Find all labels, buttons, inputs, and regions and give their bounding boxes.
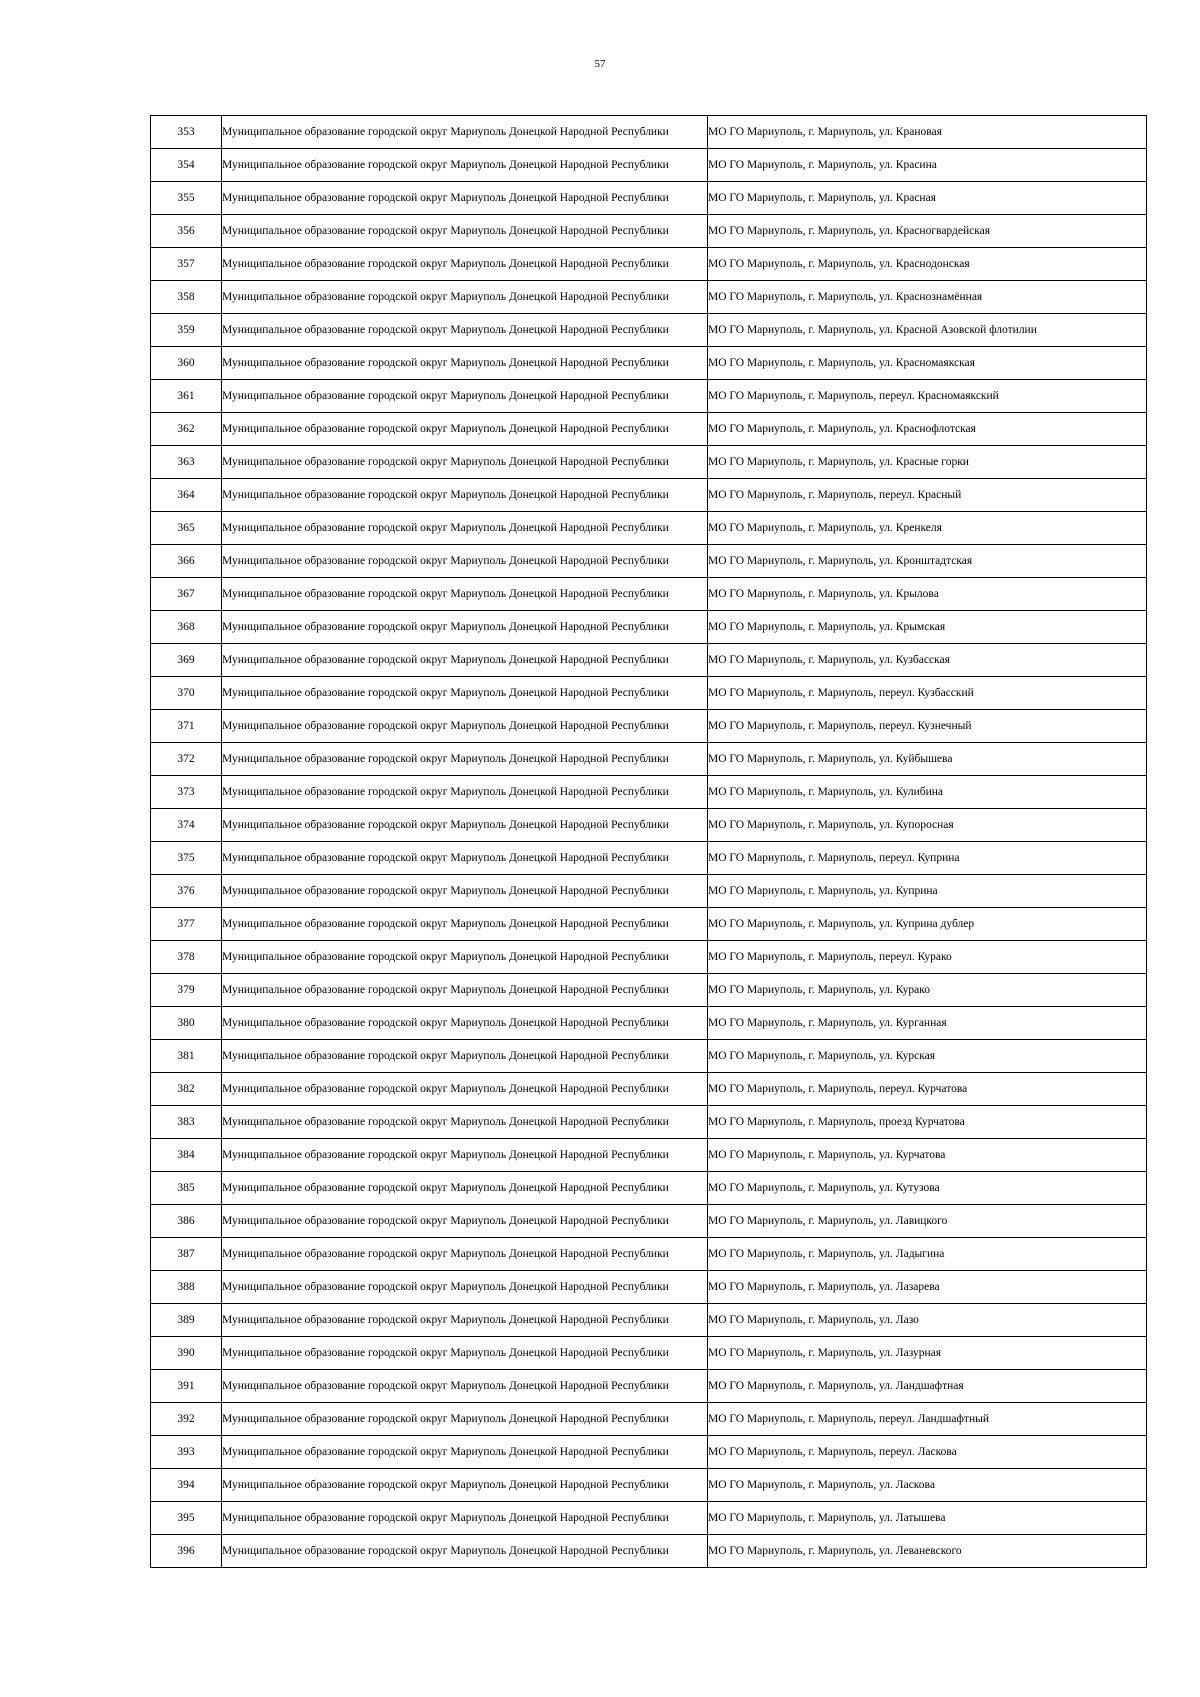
table-row bbox=[151, 380, 1147, 413]
owner-name-cell bbox=[222, 710, 708, 743]
table-row bbox=[151, 116, 1147, 149]
row-number-cell: 355 bbox=[151, 182, 222, 215]
owner-name-text: Муниципальное образование городской округ Мариуполь Донецкой Народной Республики bbox=[222, 356, 669, 369]
owner-name-text: Муниципальное образование городской округ Мариуполь Донецкой Народной Республики bbox=[222, 1214, 669, 1227]
owner-name-text: Муниципальное образование городской округ Мариуполь Донецкой Народной Республики bbox=[222, 422, 669, 435]
row-number-cell: 373 bbox=[151, 776, 222, 809]
owner-name-text: Муниципальное образование городской округ Мариуполь Донецкой Народной Республики bbox=[222, 587, 669, 600]
owner-name-cell bbox=[222, 149, 708, 182]
address-cell: МО ГО Мариуполь, г. Мариуполь, переул. Курчатова bbox=[708, 1073, 1147, 1106]
owner-name-cell bbox=[222, 116, 708, 149]
owner-name-text: Муниципальное образование городской округ Мариуполь Донецкой Народной Республики bbox=[222, 1247, 669, 1260]
owner-name-cell bbox=[222, 1139, 708, 1172]
row-number-cell: 396 bbox=[151, 1535, 222, 1568]
owner-name-cell bbox=[222, 842, 708, 875]
owner-name-text: Муниципальное образование городской округ Мариуполь Донецкой Народной Республики bbox=[222, 1412, 669, 1425]
owner-name-cell bbox=[222, 875, 708, 908]
address-cell: МО ГО Мариуполь, г. Мариуполь, ул. Куприна bbox=[708, 875, 1147, 908]
row-number-cell: 389 bbox=[151, 1304, 222, 1337]
table-row bbox=[151, 1370, 1147, 1403]
table-row bbox=[151, 281, 1147, 314]
address-cell: МО ГО Мариуполь, г. Мариуполь, переул. Кузнечный bbox=[708, 710, 1147, 743]
owner-name-text: Муниципальное образование городской округ Мариуполь Донецкой Народной Республики bbox=[222, 719, 669, 732]
row-number-cell: 362 bbox=[151, 413, 222, 446]
owner-name-cell bbox=[222, 281, 708, 314]
address-cell: МО ГО Мариуполь, г. Мариуполь, ул. Курако bbox=[708, 974, 1147, 1007]
row-number-cell: 368 bbox=[151, 611, 222, 644]
owner-name-cell bbox=[222, 1238, 708, 1271]
owner-name-text: Муниципальное образование городской округ Мариуполь Донецкой Народной Республики bbox=[222, 1445, 669, 1458]
row-number-cell: 380 bbox=[151, 1007, 222, 1040]
address-cell: МО ГО Мариуполь, г. Мариуполь, переул. Ландшафтный bbox=[708, 1403, 1147, 1436]
owner-name-cell bbox=[222, 479, 708, 512]
owner-name-text: Муниципальное образование городской округ Мариуполь Донецкой Народной Республики bbox=[222, 1115, 669, 1128]
table-row bbox=[151, 182, 1147, 215]
owner-name-text: Муниципальное образование городской округ Мариуполь Донецкой Народной Республики bbox=[222, 158, 669, 171]
row-number-cell: 388 bbox=[151, 1271, 222, 1304]
table-row bbox=[151, 974, 1147, 1007]
address-cell: МО ГО Мариуполь, г. Мариуполь, ул. Красина bbox=[708, 149, 1147, 182]
row-number-cell: 358 bbox=[151, 281, 222, 314]
owner-name-cell bbox=[222, 1106, 708, 1139]
table-row bbox=[151, 1469, 1147, 1502]
table-row bbox=[151, 842, 1147, 875]
address-cell: МО ГО Мариуполь, г. Мариуполь, ул. Кренкеля bbox=[708, 512, 1147, 545]
table-row bbox=[151, 479, 1147, 512]
owner-name-cell bbox=[222, 1436, 708, 1469]
owner-name-cell bbox=[222, 1535, 708, 1568]
owner-name-cell bbox=[222, 1040, 708, 1073]
owner-name-text: Муниципальное образование городской округ Мариуполь Донецкой Народной Республики bbox=[222, 983, 669, 996]
row-number-cell: 387 bbox=[151, 1238, 222, 1271]
row-number-cell: 383 bbox=[151, 1106, 222, 1139]
address-cell: МО ГО Мариуполь, г. Мариуполь, переул. Красномаякский bbox=[708, 380, 1147, 413]
owner-name-text: Муниципальное образование городской округ Мариуполь Донецкой Народной Республики bbox=[222, 1280, 669, 1293]
owner-name-cell bbox=[222, 380, 708, 413]
row-number-cell: 360 bbox=[151, 347, 222, 380]
row-number-cell: 385 bbox=[151, 1172, 222, 1205]
row-number-cell: 370 bbox=[151, 677, 222, 710]
owner-name-cell bbox=[222, 1205, 708, 1238]
owner-name-cell bbox=[222, 413, 708, 446]
owner-name-text: Муниципальное образование городской округ Мариуполь Донецкой Народной Республики bbox=[222, 818, 669, 831]
owner-name-cell bbox=[222, 743, 708, 776]
table-row bbox=[151, 1205, 1147, 1238]
table-row bbox=[151, 248, 1147, 281]
table-row bbox=[151, 1073, 1147, 1106]
table-row bbox=[151, 743, 1147, 776]
owner-name-cell bbox=[222, 908, 708, 941]
owner-name-text: Муниципальное образование городской округ Мариуполь Донецкой Народной Республики bbox=[222, 884, 669, 897]
row-number-cell: 367 bbox=[151, 578, 222, 611]
owner-name-text: Муниципальное образование городской округ Мариуполь Донецкой Народной Республики bbox=[222, 1016, 669, 1029]
table-row bbox=[151, 1304, 1147, 1337]
table-row bbox=[151, 1106, 1147, 1139]
owner-name-cell bbox=[222, 677, 708, 710]
owner-name-cell bbox=[222, 1469, 708, 1502]
row-number-cell: 361 bbox=[151, 380, 222, 413]
table-row bbox=[151, 776, 1147, 809]
owner-name-text: Муниципальное образование городской округ Мариуполь Донецкой Народной Республики bbox=[222, 1511, 669, 1524]
row-number-cell: 356 bbox=[151, 215, 222, 248]
address-cell: МО ГО Мариуполь, г. Мариуполь, ул. Краснодонская bbox=[708, 248, 1147, 281]
owner-name-cell bbox=[222, 1073, 708, 1106]
row-number-cell: 372 bbox=[151, 743, 222, 776]
row-number-cell: 353 bbox=[151, 116, 222, 149]
address-cell: МО ГО Мариуполь, г. Мариуполь, ул. Куприна дублер bbox=[708, 908, 1147, 941]
row-number-cell: 376 bbox=[151, 875, 222, 908]
owner-name-cell bbox=[222, 182, 708, 215]
owner-name-text: Муниципальное образование городской округ Мариуполь Донецкой Народной Республики bbox=[222, 1544, 669, 1557]
address-cell: МО ГО Мариуполь, г. Мариуполь, ул. Крылова bbox=[708, 578, 1147, 611]
address-cell: МО ГО Мариуполь, г. Мариуполь, ул. Кутузова bbox=[708, 1172, 1147, 1205]
address-cell: МО ГО Мариуполь, г. Мариуполь, ул. Лазарева bbox=[708, 1271, 1147, 1304]
owner-name-text: Муниципальное образование городской округ Мариуполь Донецкой Народной Республики bbox=[222, 125, 669, 138]
table-row bbox=[151, 1436, 1147, 1469]
owner-name-cell bbox=[222, 611, 708, 644]
table-row bbox=[151, 215, 1147, 248]
table-row bbox=[151, 578, 1147, 611]
row-number-cell: 374 bbox=[151, 809, 222, 842]
row-number-cell: 366 bbox=[151, 545, 222, 578]
table-row bbox=[151, 677, 1147, 710]
owner-name-cell bbox=[222, 1502, 708, 1535]
owner-name-cell bbox=[222, 512, 708, 545]
address-cell: МО ГО Мариуполь, г. Мариуполь, переул. Кузбасский bbox=[708, 677, 1147, 710]
address-cell: МО ГО Мариуполь, г. Мариуполь, ул. Кузбасская bbox=[708, 644, 1147, 677]
owner-name-cell bbox=[222, 1271, 708, 1304]
address-cell: МО ГО Мариуполь, г. Мариуполь, ул. Купоросная bbox=[708, 809, 1147, 842]
address-cell: МО ГО Мариуполь, г. Мариуполь, ул. Кронштадтская bbox=[708, 545, 1147, 578]
owner-name-cell bbox=[222, 1403, 708, 1436]
owner-name-cell bbox=[222, 1370, 708, 1403]
table-row bbox=[151, 413, 1147, 446]
address-cell: МО ГО Мариуполь, г. Мариуполь, ул. Ладыгина bbox=[708, 1238, 1147, 1271]
owner-name-cell bbox=[222, 1172, 708, 1205]
row-number-cell: 378 bbox=[151, 941, 222, 974]
address-cell: МО ГО Мариуполь, г. Мариуполь, ул. Красные горки bbox=[708, 446, 1147, 479]
page-number: 57 bbox=[594, 58, 606, 70]
owner-name-text: Муниципальное образование городской округ Мариуполь Донецкой Народной Республики bbox=[222, 521, 669, 534]
address-cell: МО ГО Мариуполь, г. Мариуполь, ул. Лазо bbox=[708, 1304, 1147, 1337]
owner-name-text: Муниципальное образование городской округ Мариуполь Донецкой Народной Республики bbox=[222, 752, 669, 765]
address-cell: МО ГО Мариуполь, г. Мариуполь, переул. Ласкова bbox=[708, 1436, 1147, 1469]
row-number-cell: 393 bbox=[151, 1436, 222, 1469]
owner-name-text: Муниципальное образование городской округ Мариуполь Донецкой Народной Республики bbox=[222, 1082, 669, 1095]
address-cell: МО ГО Мариуполь, г. Мариуполь, ул. Лавицкого bbox=[708, 1205, 1147, 1238]
row-number-cell: 395 bbox=[151, 1502, 222, 1535]
owner-name-cell bbox=[222, 215, 708, 248]
owner-name-text: Муниципальное образование городской округ Мариуполь Донецкой Народной Республики bbox=[222, 290, 669, 303]
table-row bbox=[151, 1403, 1147, 1436]
address-cell: МО ГО Мариуполь, г. Мариуполь, ул. Красной Азовской флотилии bbox=[708, 314, 1147, 347]
owner-name-text: Муниципальное образование городской округ Мариуполь Донецкой Народной Республики bbox=[222, 620, 669, 633]
owner-name-text: Муниципальное образование городской округ Мариуполь Донецкой Народной Республики bbox=[222, 1478, 669, 1491]
address-cell: МО ГО Мариуполь, г. Мариуполь, ул. Крановая bbox=[708, 116, 1147, 149]
row-number-cell: 371 bbox=[151, 710, 222, 743]
owner-name-cell bbox=[222, 974, 708, 1007]
row-number-cell: 377 bbox=[151, 908, 222, 941]
owner-name-cell bbox=[222, 446, 708, 479]
table-row bbox=[151, 941, 1147, 974]
address-cell: МО ГО Мариуполь, г. Мариуполь, переул. Красный bbox=[708, 479, 1147, 512]
owner-name-cell bbox=[222, 1337, 708, 1370]
owner-name-text: Муниципальное образование городской округ Мариуполь Донецкой Народной Республики bbox=[222, 653, 669, 666]
owner-name-text: Муниципальное образование городской округ Мариуполь Донецкой Народной Республики bbox=[222, 389, 669, 402]
table-row bbox=[151, 1172, 1147, 1205]
address-cell: МО ГО Мариуполь, г. Мариуполь, ул. Курчатова bbox=[708, 1139, 1147, 1172]
table-row bbox=[151, 1040, 1147, 1073]
owner-name-cell bbox=[222, 644, 708, 677]
owner-name-text: Муниципальное образование городской округ Мариуполь Донецкой Народной Республики bbox=[222, 1181, 669, 1194]
address-cell: МО ГО Мариуполь, г. Мариуполь, ул. Ландшафтная bbox=[708, 1370, 1147, 1403]
table-row bbox=[151, 314, 1147, 347]
owner-name-cell bbox=[222, 776, 708, 809]
owner-name-text: Муниципальное образование городской округ Мариуполь Донецкой Народной Республики bbox=[222, 224, 669, 237]
owner-name-cell bbox=[222, 809, 708, 842]
row-number-cell: 382 bbox=[151, 1073, 222, 1106]
table-row bbox=[151, 1139, 1147, 1172]
address-cell: МО ГО Мариуполь, г. Мариуполь, ул. Ласкова bbox=[708, 1469, 1147, 1502]
row-number-cell: 365 bbox=[151, 512, 222, 545]
table-row bbox=[151, 644, 1147, 677]
row-number-cell: 381 bbox=[151, 1040, 222, 1073]
owner-name-text: Муниципальное образование городской округ Мариуполь Донецкой Народной Республики bbox=[222, 950, 669, 963]
owner-name-cell bbox=[222, 545, 708, 578]
row-number-cell: 375 bbox=[151, 842, 222, 875]
row-number-cell: 384 bbox=[151, 1139, 222, 1172]
address-cell: МО ГО Мариуполь, г. Мариуполь, проезд Курчатова bbox=[708, 1106, 1147, 1139]
owner-name-cell bbox=[222, 578, 708, 611]
address-cell: МО ГО Мариуполь, г. Мариуполь, ул. Кулибина bbox=[708, 776, 1147, 809]
owner-name-text: Муниципальное образование городской округ Мариуполь Донецкой Народной Республики bbox=[222, 917, 669, 930]
owner-name-text: Муниципальное образование городской округ Мариуполь Донецкой Народной Республики bbox=[222, 554, 669, 567]
row-number-cell: 369 bbox=[151, 644, 222, 677]
owner-name-cell bbox=[222, 314, 708, 347]
owner-name-text: Муниципальное образование городской округ Мариуполь Донецкой Народной Республики bbox=[222, 455, 669, 468]
row-number-cell: 363 bbox=[151, 446, 222, 479]
owner-name-text: Муниципальное образование городской округ Мариуполь Донецкой Народной Республики bbox=[222, 257, 669, 270]
table-row bbox=[151, 347, 1147, 380]
table-row bbox=[151, 875, 1147, 908]
owner-name-text: Муниципальное образование городской округ Мариуполь Донецкой Народной Республики bbox=[222, 1049, 669, 1062]
owner-name-cell bbox=[222, 347, 708, 380]
owner-name-cell bbox=[222, 941, 708, 974]
row-number-cell: 364 bbox=[151, 479, 222, 512]
address-cell: МО ГО Мариуполь, г. Мариуполь, ул. Курганная bbox=[708, 1007, 1147, 1040]
table-row bbox=[151, 1007, 1147, 1040]
address-cell: МО ГО Мариуполь, г. Мариуполь, ул. Краснофлотская bbox=[708, 413, 1147, 446]
owner-name-text: Муниципальное образование городской округ Мариуполь Донецкой Народной Республики bbox=[222, 785, 669, 798]
owner-name-text: Муниципальное образование городской округ Мариуполь Донецкой Народной Республики bbox=[222, 851, 669, 864]
address-cell: МО ГО Мариуполь, г. Мариуполь, ул. Краснознамённая bbox=[708, 281, 1147, 314]
row-number-cell: 359 bbox=[151, 314, 222, 347]
owner-name-text: Муниципальное образование городской округ Мариуполь Донецкой Народной Республики bbox=[222, 686, 669, 699]
address-cell: МО ГО Мариуполь, г. Мариуполь, переул. Курако bbox=[708, 941, 1147, 974]
owner-name-cell bbox=[222, 1007, 708, 1040]
address-cell: МО ГО Мариуполь, г. Мариуполь, ул. Лазурная bbox=[708, 1337, 1147, 1370]
row-number-cell: 394 bbox=[151, 1469, 222, 1502]
address-cell: МО ГО Мариуполь, г. Мариуполь, переул. Куприна bbox=[708, 842, 1147, 875]
owner-name-text: Муниципальное образование городской округ Мариуполь Донецкой Народной Республики bbox=[222, 1379, 669, 1392]
table-row bbox=[151, 545, 1147, 578]
owner-name-cell bbox=[222, 248, 708, 281]
address-cell: МО ГО Мариуполь, г. Мариуполь, ул. Курская bbox=[708, 1040, 1147, 1073]
row-number-cell: 357 bbox=[151, 248, 222, 281]
address-cell: МО ГО Мариуполь, г. Мариуполь, ул. Крымская bbox=[708, 611, 1147, 644]
registry-table-body bbox=[151, 116, 1147, 1568]
table-row bbox=[151, 512, 1147, 545]
owner-name-text: Муниципальное образование городской округ Мариуполь Донецкой Народной Республики bbox=[222, 488, 669, 501]
table-row bbox=[151, 1271, 1147, 1304]
owner-name-cell bbox=[222, 1304, 708, 1337]
owner-name-text: Муниципальное образование городской округ Мариуполь Донецкой Народной Республики bbox=[222, 191, 669, 204]
table-row bbox=[151, 908, 1147, 941]
table-row bbox=[151, 149, 1147, 182]
row-number-cell: 391 bbox=[151, 1370, 222, 1403]
table-row bbox=[151, 809, 1147, 842]
address-cell: МО ГО Мариуполь, г. Мариуполь, ул. Красная bbox=[708, 182, 1147, 215]
table-row bbox=[151, 710, 1147, 743]
registry-table bbox=[150, 115, 1147, 1568]
row-number-cell: 392 bbox=[151, 1403, 222, 1436]
row-number-cell: 379 bbox=[151, 974, 222, 1007]
address-cell: МО ГО Мариуполь, г. Мариуполь, ул. Латышева bbox=[708, 1502, 1147, 1535]
row-number-cell: 354 bbox=[151, 149, 222, 182]
address-cell: МО ГО Мариуполь, г. Мариуполь, ул. Куйбышева bbox=[708, 743, 1147, 776]
owner-name-text: Муниципальное образование городской округ Мариуполь Донецкой Народной Республики bbox=[222, 1313, 669, 1326]
owner-name-text: Муниципальное образование городской округ Мариуполь Донецкой Народной Республики bbox=[222, 323, 669, 336]
table-row bbox=[151, 1502, 1147, 1535]
address-cell: МО ГО Мариуполь, г. Мариуполь, ул. Красногвардейская bbox=[708, 215, 1147, 248]
table-row bbox=[151, 446, 1147, 479]
table-row bbox=[151, 1337, 1147, 1370]
address-cell: МО ГО Мариуполь, г. Мариуполь, ул. Красномаякская bbox=[708, 347, 1147, 380]
table-row bbox=[151, 611, 1147, 644]
table-row bbox=[151, 1238, 1147, 1271]
owner-name-text: Муниципальное образование городской округ Мариуполь Донецкой Народной Республики bbox=[222, 1148, 669, 1161]
row-number-cell: 390 bbox=[151, 1337, 222, 1370]
address-cell: МО ГО Мариуполь, г. Мариуполь, ул. Леваневского bbox=[708, 1535, 1147, 1568]
row-number-cell: 386 bbox=[151, 1205, 222, 1238]
table-row bbox=[151, 1535, 1147, 1568]
owner-name-text: Муниципальное образование городской округ Мариуполь Донецкой Народной Республики bbox=[222, 1346, 669, 1359]
